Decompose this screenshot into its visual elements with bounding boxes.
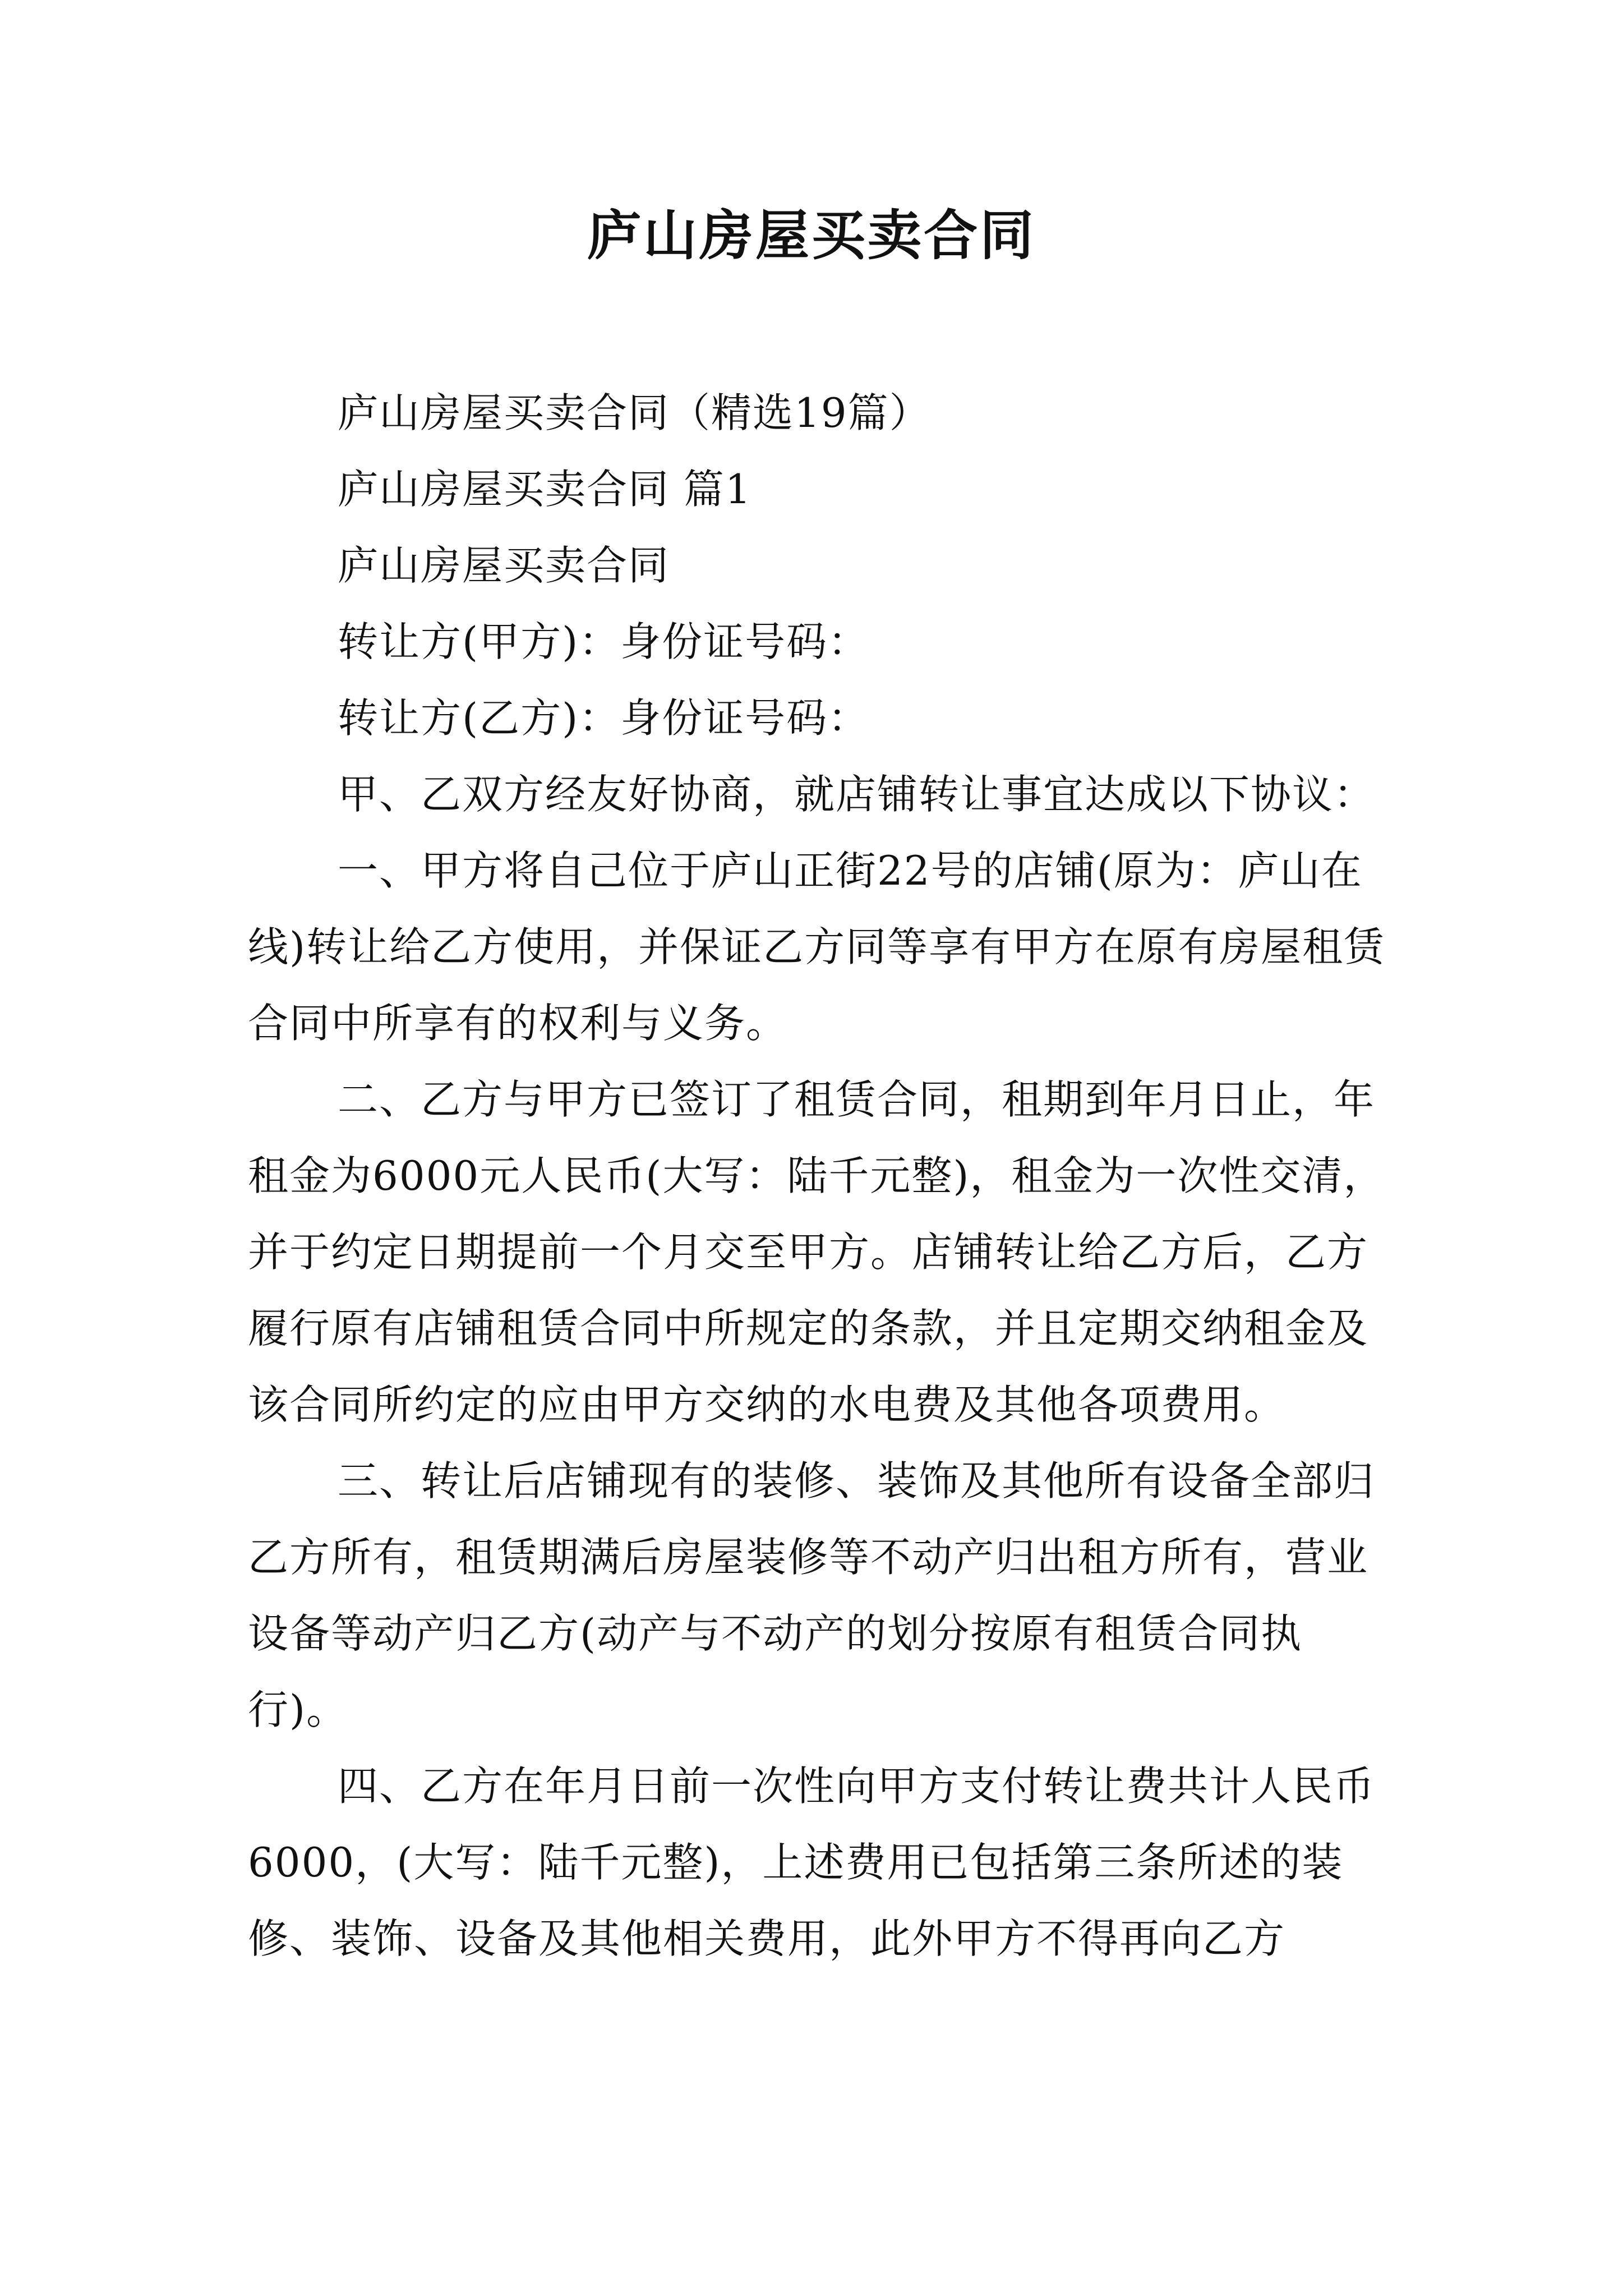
paragraph-party-b: 转让方(乙方)：身份证号码： xyxy=(338,694,870,742)
paragraph-contract-name: 庐山房屋买卖合同 xyxy=(338,542,670,589)
paragraph-collection-title: 庐山房屋买卖合同（精选19篇） xyxy=(338,389,931,436)
paragraph-clause-2: 二、乙方与甲方已签订了租赁合同，租期到年月日止，年租金为6000元人民币(大写：陆千元整)，租金为一次性交清，并于约定日期提前一个月交至甲方。店铺转让给乙方后，乙方履行原有店铺租赁合同中所规定的条款，并且定期交纳租金及该合同所约定的应由甲方交纳的水电费及其他各项费用。 xyxy=(248,1076,1385,1428)
paragraph-article-heading: 庐山房屋买卖合同 篇1 xyxy=(338,466,752,513)
paragraph-clause-1: 一、甲方将自己位于庐山正街22号的店铺(原为：庐山在线)转让给乙方使用，并保证乙方同等享有甲方在原有房屋租赁合同中所享有的权利与义务。 xyxy=(248,847,1386,1047)
paragraph-party-a: 转让方(甲方)：身份证号码： xyxy=(338,618,870,665)
paragraph-clause-3: 三、转让后店铺现有的装修、装饰及其他所有设备全部归乙方所有，租赁期满后房屋装修等不动产归出租方所有，营业设备等动产归乙方(动产与不动产的划分按原有租赁合同执行)。 xyxy=(248,1457,1376,1733)
document-title: 庐山房屋买卖合同 xyxy=(587,204,1036,267)
paragraph-clause-4: 四、乙方在年月日前一次性向甲方支付转让费共计人民币6000，(大写：陆千元整)，上述费用已包括第三条所述的装修、装饰、设备及其他相关费用，此外甲方不得再向乙方 xyxy=(248,1763,1376,1962)
document-body xyxy=(248,375,1392,1977)
paragraph-preamble: 甲、乙双方经友好协商，就店铺转让事宜达成以下协议： xyxy=(338,771,1376,818)
